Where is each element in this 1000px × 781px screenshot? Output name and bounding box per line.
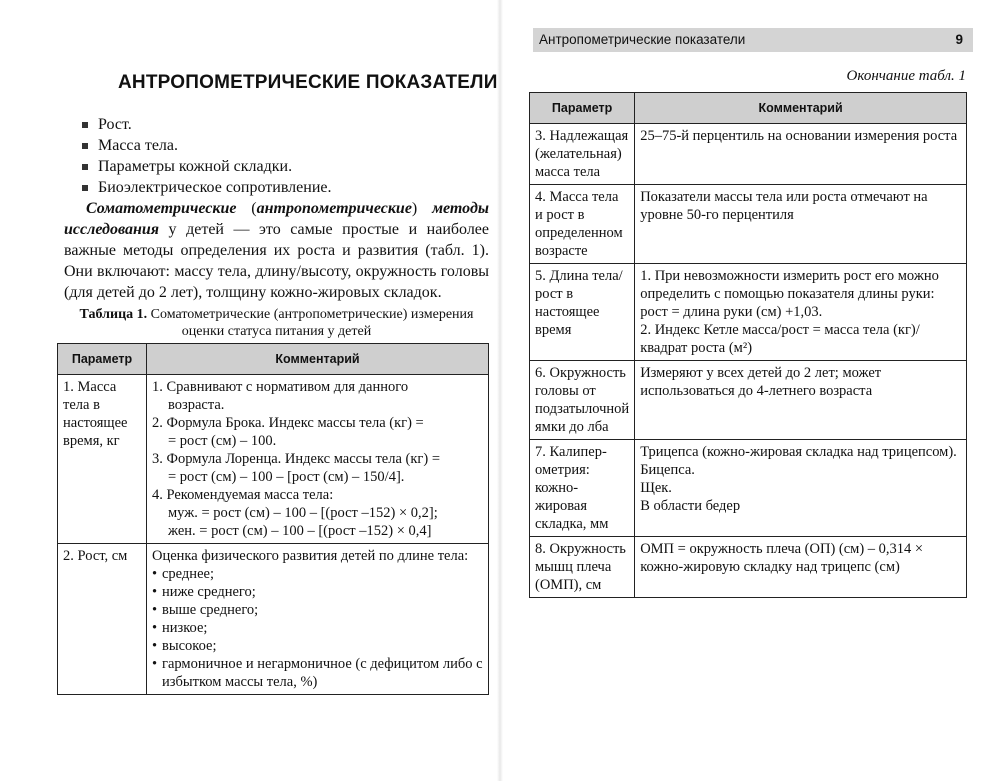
table-header-row xyxy=(530,93,967,124)
comment-line: Оценка физического развития детей по длине тела: xyxy=(152,548,469,564)
running-head-title: Антропометрические показатели xyxy=(539,32,746,47)
comment-line: 1. Сравнивают с нормативом для данного xyxy=(152,379,409,395)
cell-comment xyxy=(147,544,489,695)
running-head xyxy=(533,28,973,52)
list-item: • низкое; xyxy=(152,619,483,637)
comment-line: 1. При невозможности измерить рост его можно определить с помощью показателя длины руки: xyxy=(640,268,939,302)
cell-param: 3. Надлежащая (желательная) масса тела xyxy=(530,124,635,185)
cell-param: 8. Окружность мышц плеча (ОМП), см xyxy=(530,537,635,598)
header-comment: Комментарий xyxy=(147,344,489,375)
header-param: Параметр xyxy=(58,344,147,375)
comment-line: 4. Рекомендуемая масса тела: xyxy=(152,487,334,503)
table-header-row xyxy=(58,344,489,375)
comment-line: 2. Индекс Кетле масса/рост = масса тела (кг)/квадрат роста (м²) xyxy=(640,322,920,356)
comment-line: муж. = рост (см) – 100 – [(рост –152) × 0,2]; xyxy=(168,505,438,521)
cell-comment xyxy=(635,264,967,361)
comment-line: В области бедер xyxy=(640,498,741,514)
comment-line: жен. = рост (см) – 100 – [(рост –152) × 0,4] xyxy=(168,523,432,539)
comment-line: = рост (см) – 100. xyxy=(168,433,277,449)
cell-param: 1. Масса тела в настоящее время, кг xyxy=(58,375,147,544)
cell-comment xyxy=(147,375,489,544)
cell-comment xyxy=(635,440,967,537)
table-left xyxy=(57,343,489,695)
list-item: • высокое; xyxy=(152,637,483,655)
cell-comment: Показатели массы тела или роста отмечают на уровне 50-го перцентиля xyxy=(635,185,967,264)
paragraph-text: у детей — это самые простые и наиболее важные методы определения их роста и развития (табл. 1). Они включают: массу тела, длину/высоту, окружность головы (для детей до 2 лет), толщину кожно-жировых складок. xyxy=(64,221,489,301)
table-right xyxy=(529,92,967,598)
table-row xyxy=(530,264,967,361)
list-item: • ниже среднего; xyxy=(152,583,483,601)
cell-comment: ОМП = окружность плеча (ОП) (см) – 0,314 × кожно-жировую складку над трицепс (см) xyxy=(635,537,967,598)
bullet-list xyxy=(82,114,332,198)
term-anthropometric: антропометрические xyxy=(256,200,412,217)
header-param: Параметр xyxy=(530,93,635,124)
comment-line: 2. Формула Брока. Индекс массы тела (кг) = xyxy=(152,415,424,431)
cell-param: 5. Длина тела/рост в настоящее время xyxy=(530,264,635,361)
table-row xyxy=(530,124,967,185)
comment-line: Бицепса. xyxy=(640,462,695,478)
cell-comment: 25–75-й перцентиль на основании измерения роста xyxy=(635,124,967,185)
header-comment: Комментарий xyxy=(635,93,967,124)
comment-line: Щек. xyxy=(640,480,672,496)
cell-param: 7. Калипер-ометрия: кожно-жировая складка, мм xyxy=(530,440,635,537)
page-heading: АНТРОПОМЕТРИЧЕСКИЕ ПОКАЗАТЕЛИ xyxy=(118,72,498,93)
comment-line: возраста. xyxy=(168,397,225,413)
list-item: • выше среднего; xyxy=(152,601,483,619)
cell-param: 6. Окружность головы от подзатылочной ямки до лба xyxy=(530,361,635,440)
list-item: Биоэлектрическое сопротивление. xyxy=(82,177,332,198)
comment-line: Трицепса (кожно-жировая складка над трицепсом). xyxy=(640,444,957,460)
table-label: Таблица 1. xyxy=(79,307,148,322)
table-row xyxy=(58,544,489,695)
table-row xyxy=(530,361,967,440)
comment-line: рост = длина руки (см) +1,03. xyxy=(640,304,823,320)
cell-comment: Измеряют у всех детей до 2 лет; может использоваться до 4-летнего возраста xyxy=(635,361,967,440)
list-item: • среднее; xyxy=(152,565,483,583)
list-item: Параметры кожной складки. xyxy=(82,156,332,177)
term-methods: методы исследования xyxy=(64,200,489,238)
table-row xyxy=(58,375,489,544)
cell-param: 2. Рост, см xyxy=(58,544,147,695)
cell-param: 4. Масса тела и рост в определенном возрасте xyxy=(530,185,635,264)
term-somatometric: Соматометрические xyxy=(86,200,237,217)
list-item: Масса тела. xyxy=(82,135,332,156)
table-row xyxy=(530,440,967,537)
list-item: Рост. xyxy=(82,114,332,135)
table-row xyxy=(530,185,967,264)
page-number: 9 xyxy=(955,32,963,47)
table-row xyxy=(530,537,967,598)
table-caption xyxy=(64,306,489,340)
table-caption-text: Соматометрические (антропометрические) измерения оценки статуса питания у детей xyxy=(150,307,474,339)
table-continuation-note: Окончание табл. 1 xyxy=(846,68,966,84)
list-item: • гармоничное и негармоничное (с дефицитом либо с избытком массы тела, %) xyxy=(152,655,483,691)
comment-line: 3. Формула Лоренца. Индекс массы тела (кг) = xyxy=(152,451,440,467)
comment-line: = рост (см) – 100 – [рост (см) – 150/4]. xyxy=(168,469,405,485)
intro-paragraph: Соматометрические (антропометрические) методы исследования у детей — это самые простые и наиболее важные методы определения их роста и развития (табл. 1). Они включают: массу тела, длину/высоту, окружность головы (для детей до 2 лет), толщину кожно-жировых складок. xyxy=(64,200,489,301)
